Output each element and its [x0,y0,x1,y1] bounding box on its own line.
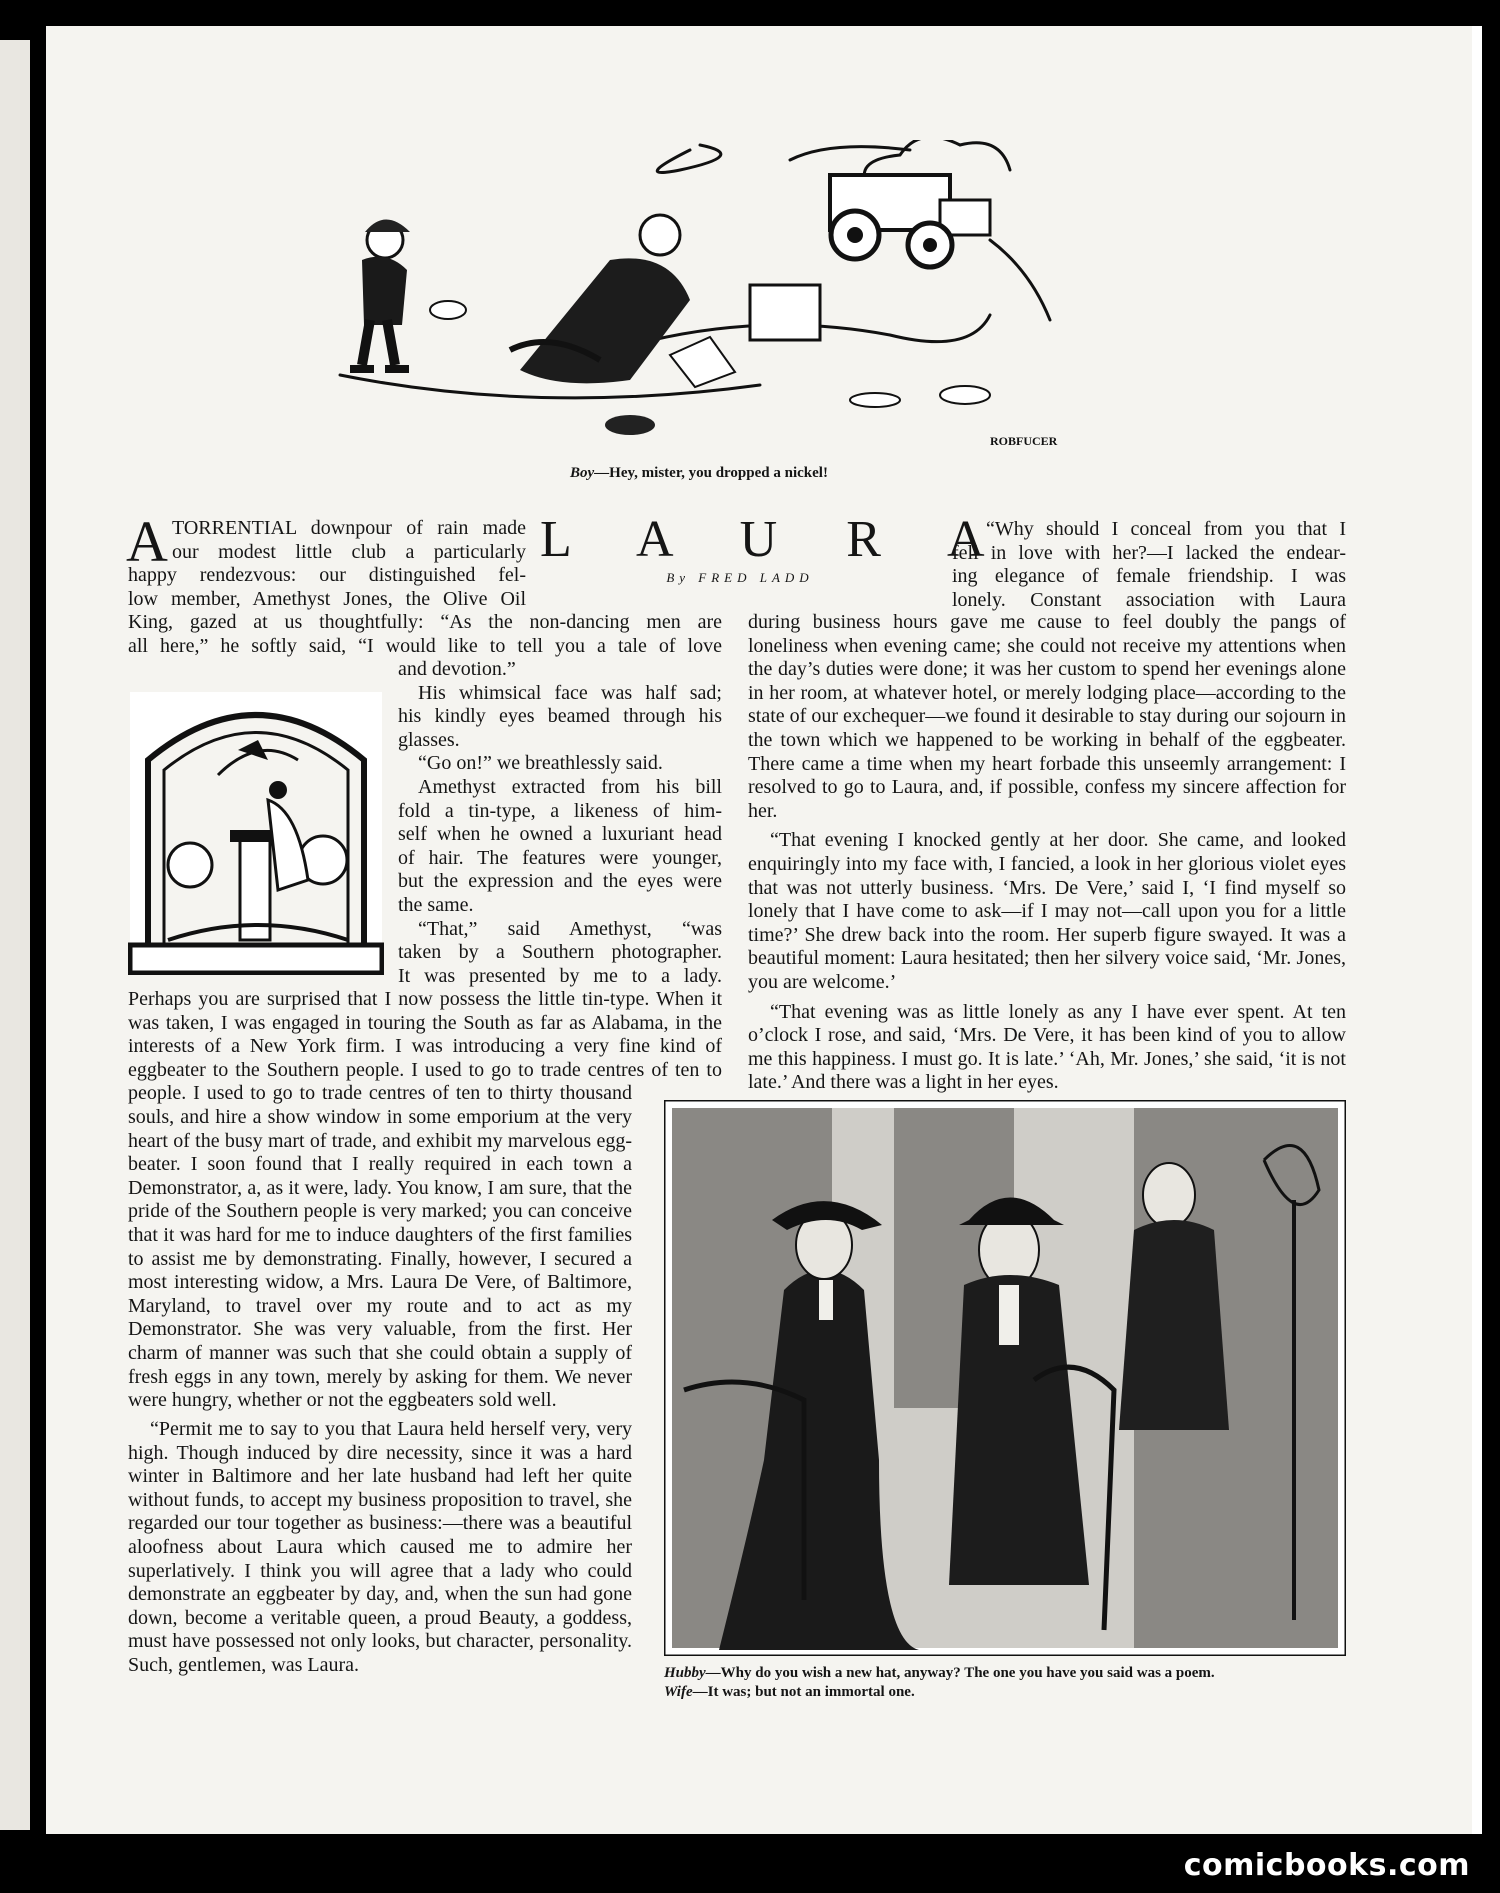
decorative-cut-illustration [128,690,384,975]
page-edge [1472,26,1482,1834]
text-line: It was presented by me to a lady. [398,964,722,987]
wide-line: all here,” he softly said, “I would like to tell you a tale of love [128,634,722,657]
text-line: “Why should I conceal from you that I [986,518,1346,540]
text-line: self when he owned a luxuriant head [398,823,722,846]
col1-permit [128,1418,632,1678]
top-cartoon-caption [570,465,990,482]
caption-text: —Hey, mister, you dropped a nickel! [594,465,828,481]
text-line: ing elegance of female friendship. I was [952,565,1346,588]
text-line: his kindly eyes beamed through his [398,705,722,728]
col1-intro-cont [128,564,526,611]
text-line: Amethyst extracted from his bill [418,775,722,798]
paragraph: “That evening I knocked gently at her door. She came, and looked enquiringly into my face with, I fancied, a look in her glorious violet eyes that was not utterly business. ‘Mrs. De Vere,’ said I, ‘I find myself so lonely that I have come to ask—if I may not—call upon you for a little time?’ She drew back into the room. Her superb figure swayed. It was a beautiful moment: Laura hesitated; then her silvery voice said, ‘Mr. Jones, you are welcome.’ [748,829,1346,993]
text-line: but the expression and the eyes were [398,870,722,893]
intro-line: TORRENTIAL downpour of rain made [172,517,526,539]
top-cartoon-illustration [310,140,1170,460]
text-line: “Go on!” we breathlessly said. [418,752,663,775]
site-watermark: comicbooks.com [1183,1848,1470,1883]
artist-signature: ROBFUCER [990,434,1058,448]
caption-line [664,1664,1354,1683]
text-line: fell in love with her?—I lacked the endear- [952,541,1346,564]
caption-speaker: Hubby [664,1665,706,1681]
text-line: His whimsical face was half sad; [418,681,722,704]
intro-line: our modest little club a particularly [172,540,526,563]
paragraph: people. I used to go to trade centres of ten to thirty thousand souls, and hire a show window in some emporium at the very heart of the busy mart of trade, and exhibit my marvelous egg-beater. I soon found that I really required in each town a Demonstrator, a, as it were, lady. You know, I am sure, that the pride of the Southern people is very marked; you can conceive that it was hard for me to induce daughters of the first families to assist me by demonstrating. Finally, however, I secured a most interesting widow, a Mrs. Laura De Vere, of Baltimore, Maryland, to travel over my route and to act as my Demonstrator. She was very valuable, from the first. Her charm of manner was such that she could obtain a supply of fresh eggs in any town, merely by asking for them. We never were hungry, whether or not the eggbeaters sold well. [128,1082,632,1412]
fallen-man-figure [510,215,690,383]
col1-wide-lines [128,611,722,658]
text-line: glasses. [398,728,460,751]
cafe-scene-illustration [664,1100,1346,1656]
text-line: taken by a Southern photographer. [398,941,722,964]
col2-body [748,611,1346,1095]
col1-body-narrow [128,1082,632,1417]
facing-page-edge [0,40,30,1830]
paragraph: Perhaps you are surprised that I now possess the little tin-type. When it was taken, I was engaged in touring the South as far as Alabama, in the interests of a New York firm. I was introducing a very fine kind of eggbeater to the Southern people. I used to go to trade centres of ten to [128,988,722,1081]
byline: By FRED LADD [666,570,814,585]
caption-line [664,1683,1354,1702]
col1-intro [172,517,526,564]
text-line: fold a tin-type, a likeness of him- [398,799,722,822]
drop-cap: A [126,509,168,574]
caption-text: —Why do you wish a new hat, anyway? The one you have you said was a poem. [705,1665,1215,1681]
paragraph: “That evening was as little lonely as any I have ever spent. At ten o’clock I rose, and said, ‘Mrs. De Vere, it has been kind of you to allow me this happiness. I must go. It is late.’ ‘Ah, Mr. Jones,’ she said, ‘it is not late.’ And there was a light in her eyes. [748,1000,1346,1094]
paragraph: during business hours gave me cause to feel doubly the pangs of loneliness when evening came; she could not receive my attentions when the day’s duties were done; it was her custom to spend her evenings alone in her room, at whatever hotel, or merely lodging place—according to the state of our exchequer—we found it desirable to stay during our sojourn in the town which we happened to be working in behalf of the eggbeater. There came a time when my heart forbade this unseemly arrangement: I resolved to go to Laura, and, if possible, confess my sincere affection for her. [748,611,1346,822]
article-title: L A U R A [540,511,1013,568]
automobile-drawing [830,175,990,267]
text-line: lonely. Constant association with Laura [952,588,1346,611]
text-line: “That,” said Amethyst, “was [418,917,722,940]
col2-top [952,518,1346,612]
text-line: and devotion.” [398,658,516,680]
bottom-cartoon-caption [664,1664,1354,1702]
caption-text: —It was; but not an immortal one. [692,1684,915,1700]
boy-figure [350,220,410,374]
text-line: the same. [398,893,474,916]
text-line: of hair. The features were younger, [398,846,722,869]
intro-line: low member, Amethyst Jones, the Olive Oil [128,587,526,610]
intro-line: happy rendezvous: our distinguished fel- [128,564,526,586]
col1-body-wide [128,988,722,1082]
col1-beside-cut [398,658,722,988]
wide-line: King, gazed at us thoughtfully: “As the non-dancing men are [128,611,722,633]
caption-speaker: Wife [664,1684,693,1700]
paragraph: “Permit me to say to you that Laura held herself very, very high. Though induced by dire necessity, since it was a hard winter in Baltimore and her late husband had left her quite without funds, to accept my business proposition to travel, she regarded our tour together as business:—there was a beautiful aloofness about Laura which caused me to admire her superlatively. I think you will agree that a lady who could demonstrate an eggbeater by day, and, when the sun had gone down, become a veritable queen, a proud Beauty, a goddess, must have possessed not only looks, but character, personality. Such, gentlemen, was Laura. [128,1418,632,1676]
caption-speaker: Boy [570,465,595,481]
